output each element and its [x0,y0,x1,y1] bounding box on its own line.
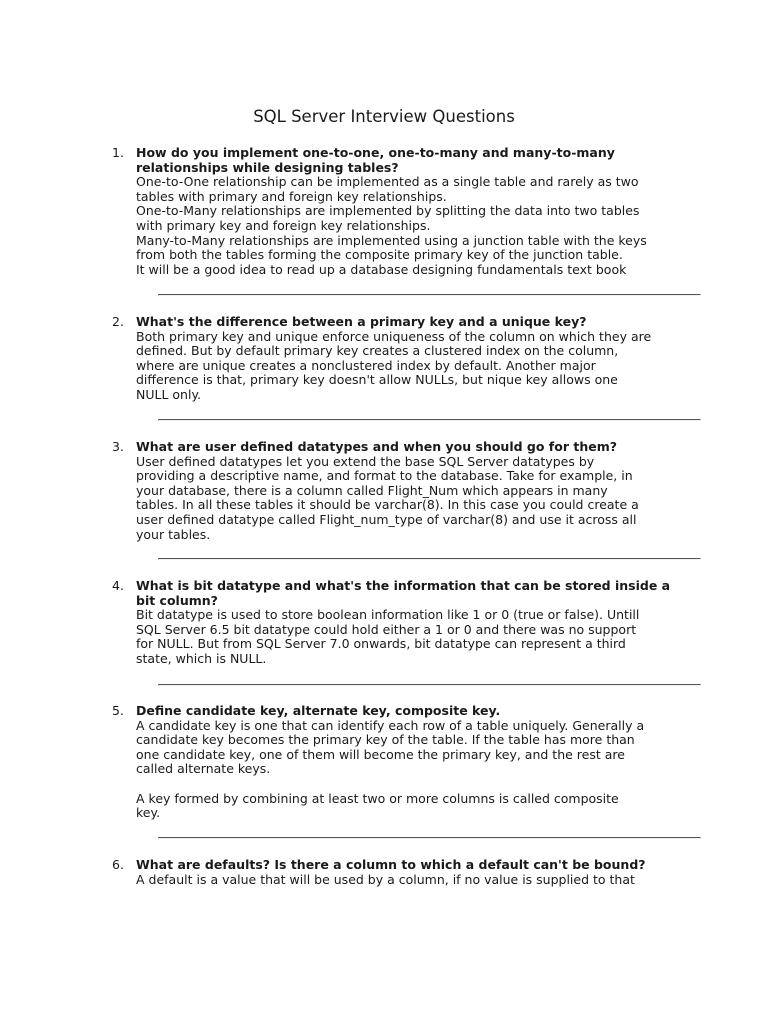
answer-line: your database, there is a column called Flight_Num which appears in many [136,482,608,498]
answer-line: Bit datatype is used to store boolean information like 1 or 0 (true or false). Untill [136,607,640,623]
question-heading: What is bit datatype and what's the information that can be stored inside a bit column? [136,578,671,608]
answer-line: User defined datatypes let you extend the base SQL Server datatypes by [136,453,595,469]
question-heading: What are defaults? Is there a column to which a default can't be bound? [136,857,646,872]
page-title: SQL Server Interview Questions [253,107,515,126]
question-number: 6. [112,857,124,872]
answer-line: called alternate keys. [136,761,271,777]
answer-line: difference is that, primary key doesn't allow NULLs, but nique key allows one [136,372,618,388]
answer-line: Both primary key and unique enforce uniqueness of the column on which they are [136,328,652,344]
question-number: 4. [112,578,124,593]
section-divider [158,419,701,421]
question-number: 3. [112,439,124,454]
answer-line: One-to-One relationship can be implemented as a single table and rarely as two [136,174,639,190]
answer-line: SQL Server 6.5 bit datatype could hold either a 1 or 0 and there was no support [136,621,637,637]
answer-line: user defined datatype called Flight_num_type of varchar(8) and use it across all [136,512,637,527]
answer-line: tables with primary and foreign key relationships. [136,188,447,204]
question-heading: How do you implement one-to-one, one-to-many and many-to-many relationships while designing tables? [136,145,615,175]
answer-line: from both the tables forming the composite primary key of the junction table. [136,247,623,263]
answer-line: A default is a value that will be used by a column, if no value is supplied to that [136,871,635,887]
answer-line: Many-to-Many relationships are implemented using a junction table with the keys [136,232,647,248]
answer-line: A key formed by combining at least two or more columns is called composite [136,790,619,806]
answer-line: with primary key and foreign key relationships. [136,218,431,233]
answer-line: It will be a good idea to read up a database designing fundamentals text book [136,261,627,277]
answer-line: one candidate key, one of them will become the primary key, and the rest are [136,746,625,762]
section-divider [158,837,701,839]
answer-line: A candidate key is one that can identify each row of a table uniquely. Generally a [136,717,645,733]
question-number: 2. [112,314,124,329]
answer-line: NULL only. [136,387,202,402]
section-divider [158,558,701,560]
answer-line: for NULL. But from SQL Server 7.0 onwards, bit datatype can represent a third [136,636,626,652]
answer-line: providing a descriptive name, and format to the database. Take for example, in [136,468,633,484]
answer-line: candidate key becomes the primary key of the table. If the table has more than [136,732,635,748]
answer-line: your tables. [136,526,211,542]
answer-line: One-to-Many relationships are implemented by splitting the data into two tables [136,203,640,219]
section-divider [158,684,701,686]
question-number: 5. [112,703,124,718]
question-heading: Define candidate key, alternate key, composite key. [136,703,501,718]
section-divider [158,294,701,296]
question-heading: What are user defined datatypes and when you should go for them? [136,439,617,454]
question-heading: What's the difference between a primary key and a unique key? [136,314,587,329]
answer-line: where are unique creates a nonclustered index by default. Another major [136,357,596,373]
answer-line: tables. In all these tables it should be varchar(8). In this case you could create a [136,497,639,513]
question-number: 1. [112,145,124,160]
answer-line: key. [136,805,161,821]
answer-line: state, which is NULL. [136,651,267,666]
answer-line: defined. But by default primary key creates a clustered index on the column, [136,343,619,359]
